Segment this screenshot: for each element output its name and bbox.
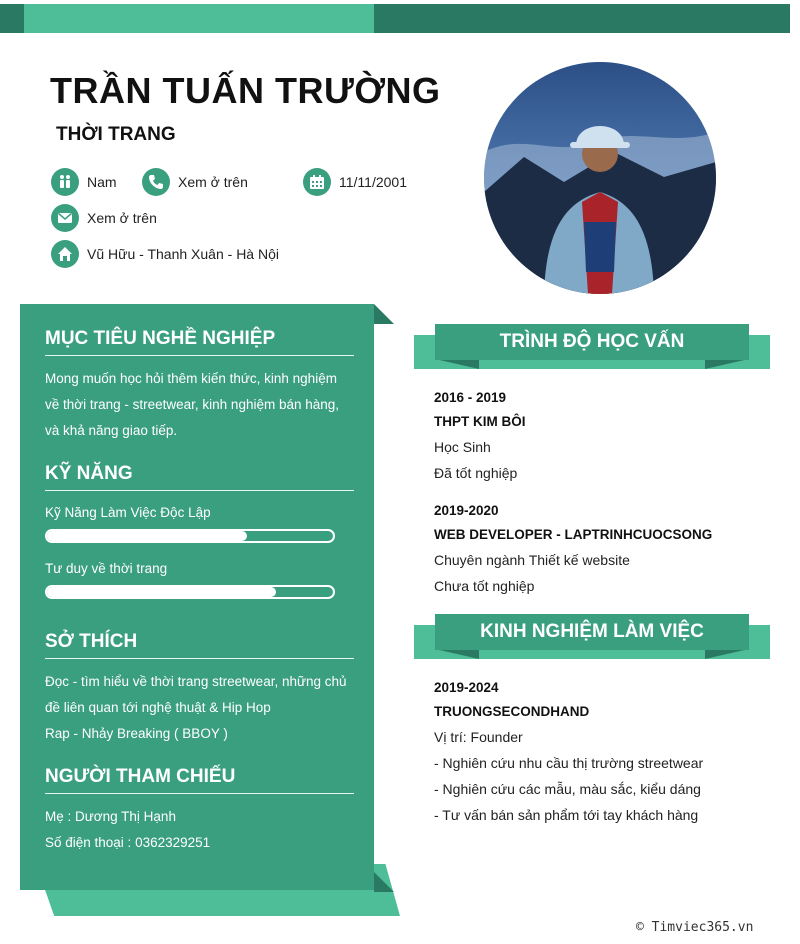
education-title: TRÌNH ĐỘ HỌC VẤN	[435, 324, 749, 360]
birthday-value: 11/11/2001	[339, 174, 407, 190]
phone-value: Xem ở trên	[178, 174, 248, 190]
reference-line: Mẹ : Dương Thị Hạnh	[45, 809, 176, 824]
reference-line: Số điện thoại : 0362329251	[45, 835, 211, 850]
experience-task: - Tư vấn bán sản phẩm tới tay khách hàng	[434, 807, 699, 823]
skill-name: Kỹ Năng Làm Việc Độc Lập	[45, 505, 211, 520]
job-title: THỜI TRANG	[56, 124, 176, 145]
references-text	[45, 804, 357, 856]
hobby-line: Rap - Nhảy Breaking ( BBOY )	[45, 726, 228, 741]
objective-text	[45, 366, 357, 444]
hobbies-text	[45, 669, 357, 747]
objective-line: và khả năng giao tiếp.	[45, 423, 178, 438]
education-school: WEB DEVELOPER - LAPTRINHCUOCSONG	[434, 527, 713, 542]
top-bar-accent	[24, 4, 374, 33]
phone-icon	[142, 168, 170, 196]
hobbies-title: SỞ THÍCH	[45, 631, 138, 652]
skill-bar-fill	[47, 531, 247, 541]
left-panel	[20, 304, 374, 890]
left-panel-fold-top	[374, 304, 394, 324]
hobby-line: đề liên quan tới nghệ thuật & Hip Hop	[45, 700, 271, 715]
experience-position: Vị trí: Founder	[434, 729, 523, 745]
hobby-line: Đọc - tìm hiểu về thời trang streetwear, những chủ	[45, 674, 347, 689]
candidate-name: TRẦN TUẤN TRƯỜNG	[50, 70, 441, 111]
skill-bar-fill	[47, 587, 276, 597]
email-icon	[51, 204, 79, 232]
objective-line: Mong muốn học hỏi thêm kiến thức, kinh nghiệm	[45, 371, 337, 386]
objective-title: MỤC TIÊU NGHỀ NGHIỆP	[45, 328, 276, 349]
contact-email	[51, 204, 157, 232]
home-icon	[51, 240, 79, 268]
experience-period: 2019-2024	[434, 680, 499, 695]
skills-divider	[45, 490, 354, 491]
objective-divider	[45, 355, 354, 356]
experience-title: KINH NGHIỆM LÀM VIỆC	[435, 614, 749, 650]
education-period: 2019-2020	[434, 503, 499, 518]
education-status: Chưa tốt nghiệp	[434, 578, 535, 594]
experience-task: - Nghiên cứu các mẫu, màu sắc, kiểu dáng	[434, 781, 701, 797]
skill-bar	[45, 585, 335, 599]
education-period: 2016 - 2019	[434, 390, 507, 405]
references-divider	[45, 793, 354, 794]
email-value: Xem ở trên	[87, 210, 157, 226]
references-title: NGƯỜI THAM CHIẾU	[45, 766, 236, 787]
experience-company: TRUONGSECONDHAND	[434, 704, 590, 719]
profile-photo	[484, 62, 716, 294]
calendar-icon	[303, 168, 331, 196]
contact-address	[51, 240, 279, 268]
contact-birthday	[303, 168, 407, 196]
contact-phone	[142, 168, 248, 196]
experience-task: - Nghiên cứu nhu cầu thị trường streetwear	[434, 755, 704, 771]
skills-title: KỸ NĂNG	[45, 463, 133, 484]
education-status: Đã tốt nghiệp	[434, 465, 518, 481]
objective-line: về thời trang - streetwear, kinh nghiệm bán hàng,	[45, 397, 340, 412]
contact-gender	[51, 168, 117, 196]
skill-name: Tư duy về thời trang	[45, 561, 168, 576]
gender-value: Nam	[87, 174, 117, 190]
skill-bar	[45, 529, 335, 543]
address-value: Vũ Hữu - Thanh Xuân - Hà Nội	[87, 246, 279, 262]
gender-icon	[51, 168, 79, 196]
footer-copyright: © Timviec365.vn	[636, 920, 754, 935]
education-school: THPT KIM BÔI	[434, 414, 526, 429]
education-major: Học Sinh	[434, 439, 491, 455]
hobbies-divider	[45, 658, 354, 659]
education-major: Chuyên ngành Thiết kế website	[434, 552, 630, 568]
